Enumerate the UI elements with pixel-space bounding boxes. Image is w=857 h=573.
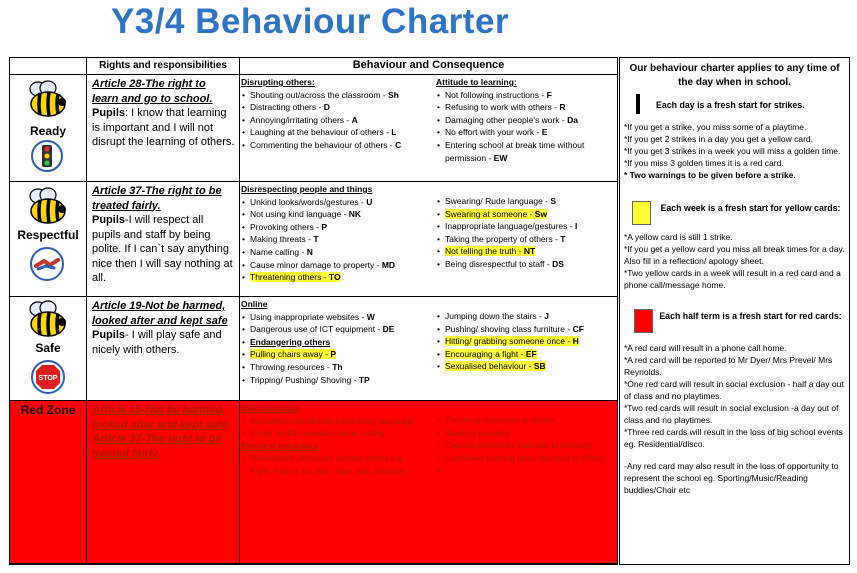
bee-icon xyxy=(24,300,70,338)
rights-respectful xyxy=(87,182,240,297)
row-label-redzone xyxy=(10,401,87,564)
article-safe: Article 19-Not be harmed, looked after and kept safe xyxy=(92,300,228,327)
rule-line: *Two yellow cards in a week will result in a red card and a phone call/message home. xyxy=(624,268,841,290)
list-item: • Cause minor damage to property - MD xyxy=(241,259,433,272)
list-item: • Making threats - T xyxy=(241,233,433,246)
panel-intro: Our behaviour charter applies to any time of the day when in school. xyxy=(629,63,840,88)
rule-line: *If you get a yellow card you miss all break times for a day. Also fill in a reflection/ apology sheet. xyxy=(624,244,845,266)
physical-list xyxy=(436,310,614,373)
list-item: • Jumping down the stairs - J xyxy=(436,310,614,323)
discrimination-list xyxy=(241,402,419,478)
rule-line: *A red card will result in a phone call home. xyxy=(624,343,787,353)
red-rules xyxy=(624,342,845,496)
handshake-badge-icon xyxy=(29,246,65,282)
list-item: • Swearing/ Rude language - S xyxy=(436,195,614,208)
list-item: • No effort with your work - E xyxy=(436,126,614,139)
rule-line: *If you get 3 strikes in a week you will miss a golden time. xyxy=(624,146,841,156)
article-ready: Article 28-The right to learn and go to school. xyxy=(92,78,213,105)
pupils-label: Pupils xyxy=(92,214,126,226)
header-rights: Rights and responsibilities xyxy=(87,58,240,75)
list-item: • Continued bullying (also reported to KIVA) xyxy=(436,452,614,465)
list-item: • Shouting out/across the classroom - Sh xyxy=(241,89,433,102)
list-heading: Physical behaviour xyxy=(241,440,319,451)
strike-marker xyxy=(636,94,640,114)
article-redzone-2: Article 37-The right to be treated fairly. xyxy=(92,433,222,460)
rule-line: *If you get 2 strikes in a day you get a yellow card. xyxy=(624,134,813,144)
behaviour-ready xyxy=(240,75,617,182)
rights-redzone xyxy=(87,401,240,564)
list-item: • Cruel/ hurtful repeated name calling xyxy=(241,427,419,440)
list-item: • Deliberately physically hurting others e.g. Fight, Punch, hit, kick, slap, spit, retaliate xyxy=(241,452,419,477)
charter-table xyxy=(9,57,618,565)
online-list xyxy=(241,298,433,386)
rule-line: -Any red card may also result in the loss of opportunity to represent the school eg. Sporting/Music/Reading buddies/Choir etc xyxy=(624,461,839,495)
list-item: • Commenting the behaviour of others - C xyxy=(241,139,433,152)
list-heading: Disrupting others: xyxy=(241,77,315,87)
strike-heading-row xyxy=(620,94,849,116)
list-item: • Dangerous use of ICT equipment - DE xyxy=(241,323,433,336)
list-item-highlighted: • Swearing at someone - Sw xyxy=(436,208,614,221)
list-item: • Damaging other people's work - Da xyxy=(436,114,614,127)
list-item: • Using inappropriate websites - W xyxy=(241,311,433,324)
serious-list xyxy=(436,414,614,464)
list-heading: Disrespecting people and things xyxy=(241,184,373,194)
yellow-heading: Each week is a fresh start for yellow cards: xyxy=(660,203,841,213)
list-heading: Online xyxy=(241,299,268,309)
yellow-heading-row xyxy=(620,199,849,231)
yellow-card-icon xyxy=(632,201,651,225)
header-behaviour: Behaviour and Consequence xyxy=(240,58,617,75)
rule-line: *Two red cards will result in social exclusion -a day out of class and no playtimes. xyxy=(624,403,839,425)
rule-line: *A red card will be reported to Mr Dyer/ Mrs Prevel/ Mrs Reynolds. xyxy=(624,355,833,377)
rules-panel xyxy=(619,57,850,565)
list-item: • Throwing resources - Th xyxy=(241,361,433,374)
article-respectful: Article 37-The right to be treated fairly. xyxy=(92,185,222,212)
row-title-ready: Ready xyxy=(29,124,67,138)
list-item: • Not using kind language - NK xyxy=(241,208,433,221)
list-item-highlighted: • Threatening others - TO xyxy=(241,271,433,284)
red-heading-row xyxy=(620,307,849,339)
list-item: • Tripping/ Pushing/ Shoving - TP xyxy=(241,374,433,387)
list-item: • Stealing property xyxy=(436,427,614,440)
list-item: • Endangering others xyxy=(241,336,433,349)
strike-rules xyxy=(624,121,845,181)
list-item-highlighted: • Encouraging a fight - EF xyxy=(436,348,614,361)
list-item: • Distracting others - D xyxy=(241,101,433,114)
header-corner xyxy=(10,58,87,75)
list-item: • Inappropriate language/gestures - I xyxy=(436,220,614,233)
row-title-redzone: Red Zone xyxy=(20,403,76,417)
row-label-respectful xyxy=(10,182,87,297)
swearing-list xyxy=(436,195,614,271)
list-item: • Causing deliberate damage to property xyxy=(436,439,614,452)
pupils-text-respectful: -I will respect all pupils and staff by being polite. If I can`t say anything nice then I will say nothing at all. xyxy=(92,214,233,284)
stop-sign-icon xyxy=(30,359,66,395)
row-label-safe xyxy=(10,297,87,401)
rule-line: *If you get a strike, you miss some of a playtime. xyxy=(624,122,807,132)
stop-sign-label: STOP xyxy=(38,375,58,382)
row-title-respectful: Respectful xyxy=(17,228,79,242)
list-item: • Taking the property of others - T xyxy=(436,233,614,246)
rule-line: *Three red cards will result in the loss of big school events eg. Residential/disco. xyxy=(624,427,843,449)
rule-line: *One red card will result in social exclusion - half a day out of class and no playtimes. xyxy=(624,379,844,401)
list-item: • Pushing/ shoving class furniture - CF xyxy=(436,323,614,336)
list-item: • Annoying/irritating others - A xyxy=(241,114,433,127)
rights-ready xyxy=(87,75,240,182)
red-heading: Each half term is a fresh start for red cards: xyxy=(659,311,842,321)
behaviour-safe xyxy=(240,297,617,401)
rule-line: *A yellow card is still 1 strike. xyxy=(624,232,733,242)
list-item: • Not following instructions - F xyxy=(436,89,614,102)
list-item: • Entering school at break time without permission - EW xyxy=(436,139,614,164)
list-item: • Name calling - N xyxy=(241,246,433,259)
list-item-highlighted: • Pulling chairs away - P xyxy=(241,348,433,361)
list-item: • Unkind looks/words/gestures - U xyxy=(241,196,433,209)
disrupting-list xyxy=(241,76,433,152)
list-item: • Being disrespectful to staff - DS xyxy=(436,258,614,271)
list-item: • Racial/homophobic/discriminatory language xyxy=(241,415,419,428)
attitude-list xyxy=(436,76,614,164)
row-label-ready xyxy=(10,75,87,182)
list-item: • Refusing to work with others - R xyxy=(436,101,614,114)
row-title-safe: Safe xyxy=(35,341,61,355)
pupils-label: Pupils xyxy=(92,329,126,341)
disrespecting-list xyxy=(241,183,433,284)
list-item: • Provoking others - P xyxy=(241,221,433,234)
page-title: Y3/4 Behaviour Charter xyxy=(110,2,510,41)
rule-line: *If you miss 3 golden times it is a red card. xyxy=(624,158,784,168)
list-heading: Attitude to learning: xyxy=(436,77,517,87)
list-item-highlighted: • Not telling the truth - NT xyxy=(436,245,614,258)
strike-heading: Each day is a fresh start for strikes. xyxy=(656,100,805,110)
bee-icon xyxy=(24,187,70,225)
list-item: • Throwing resources at others xyxy=(436,414,614,427)
pupils-label: Pupils xyxy=(92,107,126,119)
red-card-icon xyxy=(634,309,653,333)
pupils-text-ready: : I know that learning is important and I will not disrupt the learning of others. xyxy=(92,107,235,148)
article-redzone-1: Article 19-Not be harmed, looked after and kept safe xyxy=(92,404,228,431)
list-item-highlighted: • Sexualised behaviour - SB xyxy=(436,360,614,373)
list-heading: Discrimination xyxy=(241,403,301,413)
yellow-rules xyxy=(624,231,845,291)
pupils-text-safe: - I will play safe and nicely with others. xyxy=(92,329,222,356)
bee-icon xyxy=(24,80,70,118)
list-item-highlighted: • Hitting/ grabbing someone once - H xyxy=(436,335,614,348)
rights-safe xyxy=(87,297,240,401)
traffic-light-icon xyxy=(30,139,64,173)
behaviour-redzone xyxy=(240,401,617,564)
rule-line-bold: * Two warnings to be given before a strike. xyxy=(624,170,796,180)
list-item: • Laughing at the behaviour of others - L xyxy=(241,126,433,139)
behaviour-respectful xyxy=(240,182,617,297)
